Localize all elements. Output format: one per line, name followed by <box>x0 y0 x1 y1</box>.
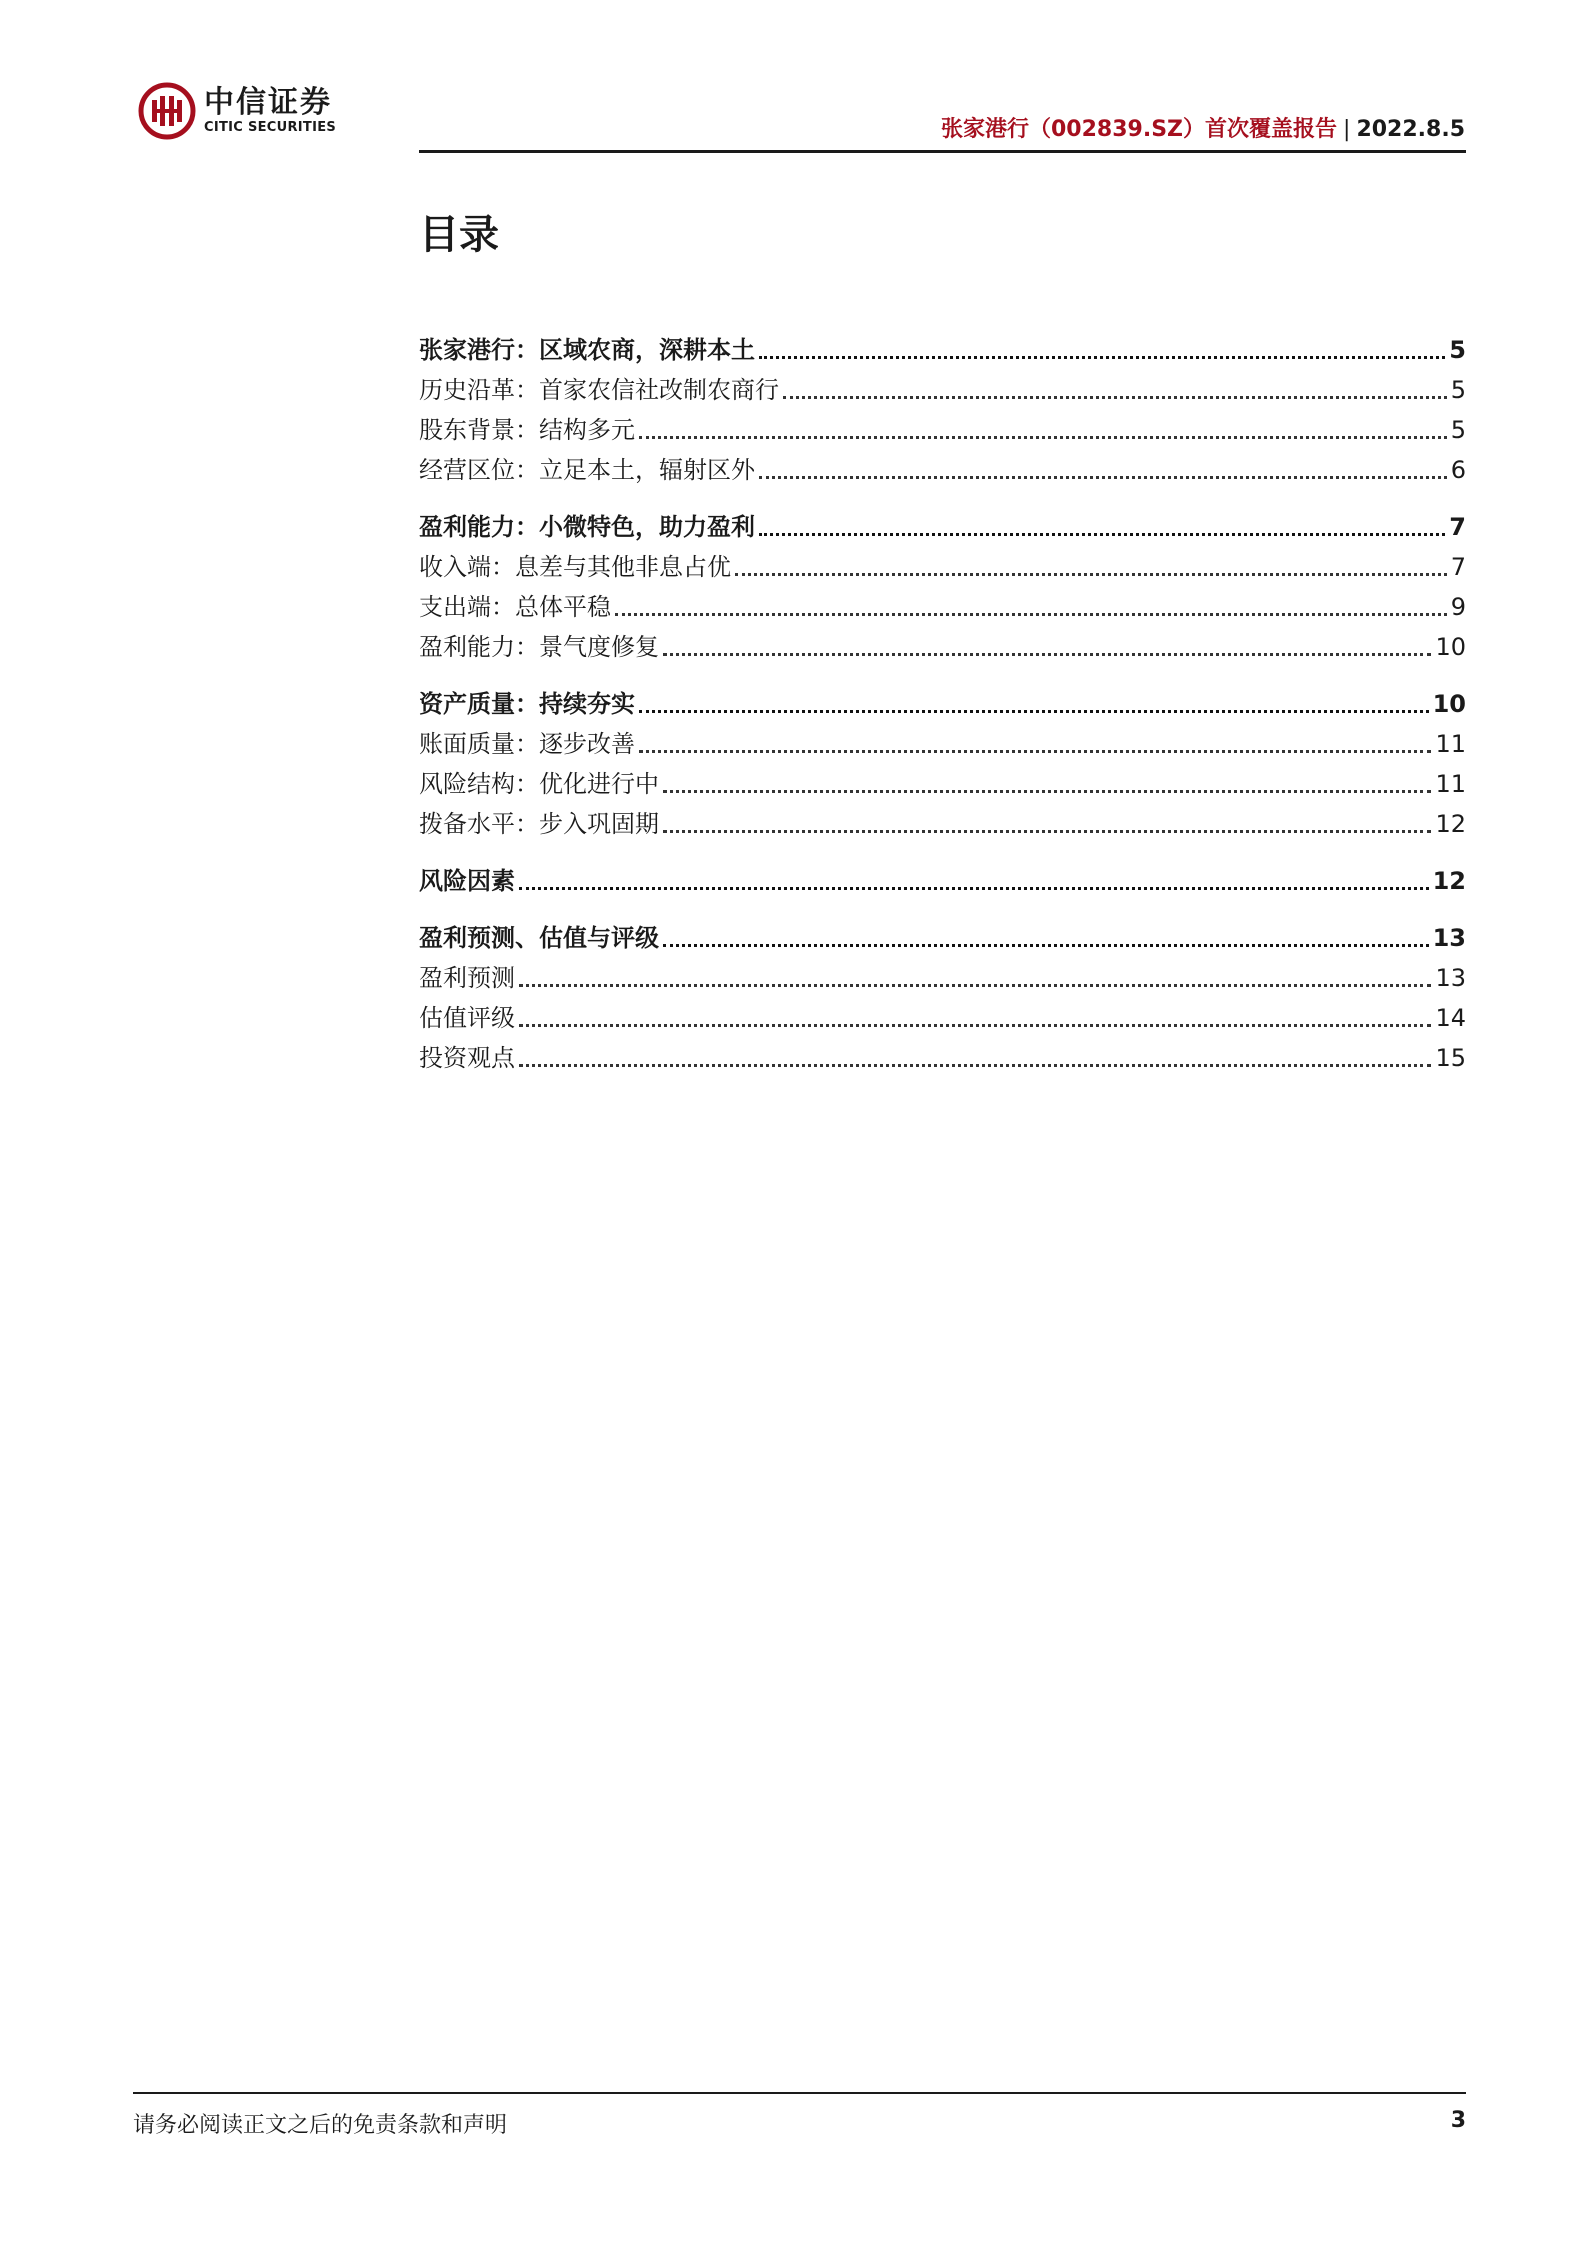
toc-entry[interactable] <box>419 861 1466 901</box>
toc-leader-dots <box>663 830 1431 833</box>
toc-leader-dots <box>615 613 1447 616</box>
toc-entry-page: 5 <box>1450 376 1466 404</box>
toc-entry[interactable] <box>419 724 1466 764</box>
toc-entry-page: 15 <box>1435 1044 1466 1072</box>
toc-entry-label: 投资观点 <box>419 1044 515 1072</box>
toc-entry[interactable] <box>419 998 1466 1038</box>
toc-entry-label: 风险结构：优化进行中 <box>419 770 659 798</box>
toc-entry[interactable] <box>419 547 1466 587</box>
table-of-contents <box>419 330 1466 1078</box>
toc-entry-page: 9 <box>1450 593 1466 621</box>
toc-leader-dots <box>735 573 1447 576</box>
page-number: 3 <box>1450 2108 1466 2133</box>
toc-entry-label: 盈利能力：景气度修复 <box>419 633 659 661</box>
toc-entry-page: 12 <box>1432 867 1466 895</box>
toc-leader-dots <box>639 750 1431 753</box>
logo-name-en: CITIC SECURITIES <box>204 120 337 135</box>
toc-title: 目录 <box>419 212 499 258</box>
toc-entry-page: 7 <box>1450 553 1466 581</box>
toc-entry[interactable] <box>419 330 1466 370</box>
toc-entry-label: 经营区位：立足本土，辐射区外 <box>419 456 755 484</box>
logo-text <box>204 86 336 136</box>
toc-entry-page: 10 <box>1432 690 1466 718</box>
toc-entry[interactable] <box>419 1038 1466 1078</box>
report-header <box>941 112 1465 143</box>
toc-entry-label: 拨备水平：步入巩固期 <box>419 810 659 838</box>
toc-leader-dots <box>639 710 1429 713</box>
toc-entry[interactable] <box>419 410 1466 450</box>
footer-rule <box>133 2092 1466 2094</box>
toc-leader-dots <box>759 476 1447 479</box>
toc-entry[interactable] <box>419 804 1466 844</box>
toc-entry-page: 6 <box>1450 456 1466 484</box>
toc-entry[interactable] <box>419 918 1466 958</box>
logo-name-cn: 中信证券 <box>204 85 332 120</box>
toc-entry[interactable] <box>419 450 1466 490</box>
toc-entry[interactable] <box>419 507 1466 547</box>
toc-entry-label: 估值评级 <box>419 1004 515 1032</box>
toc-entry-page: 7 <box>1449 513 1466 541</box>
toc-entry-label: 账面质量：逐步改善 <box>419 730 635 758</box>
toc-entry-page: 5 <box>1450 416 1466 444</box>
citic-logo <box>138 82 336 140</box>
toc-entry-label: 张家港行：区域农商，深耕本土 <box>419 336 755 364</box>
toc-entry[interactable] <box>419 370 1466 410</box>
toc-entry-page: 12 <box>1435 810 1466 838</box>
toc-entry[interactable] <box>419 627 1466 667</box>
toc-leader-dots <box>519 1064 1431 1067</box>
toc-leader-dots <box>519 1024 1431 1027</box>
toc-leader-dots <box>663 944 1429 947</box>
citic-logo-icon <box>138 82 196 140</box>
toc-entry[interactable] <box>419 587 1466 627</box>
toc-entry-page: 5 <box>1449 336 1466 364</box>
toc-entry-page: 11 <box>1435 730 1466 758</box>
toc-entry-page: 13 <box>1432 924 1466 952</box>
toc-entry-page: 10 <box>1435 633 1466 661</box>
report-date: 2022.8.5 <box>1356 117 1465 142</box>
toc-leader-dots <box>519 887 1429 890</box>
toc-entry[interactable] <box>419 764 1466 804</box>
toc-leader-dots <box>639 436 1447 439</box>
toc-entry-label: 支出端：总体平稳 <box>419 593 611 621</box>
toc-entry-label: 资产质量：持续夯实 <box>419 690 635 718</box>
toc-entry-page: 11 <box>1435 770 1466 798</box>
toc-entry-label: 盈利预测、估值与评级 <box>419 924 659 952</box>
toc-leader-dots <box>759 533 1445 536</box>
toc-leader-dots <box>663 653 1431 656</box>
footer-disclaimer: 请务必阅读正文之后的免责条款和声明 <box>133 2113 508 2138</box>
toc-entry[interactable] <box>419 684 1466 724</box>
header-separator: | <box>1343 117 1351 142</box>
toc-entry-page: 14 <box>1435 1004 1466 1032</box>
toc-entry[interactable] <box>419 958 1466 998</box>
toc-entry-label: 盈利预测 <box>419 964 515 992</box>
toc-entry-page: 13 <box>1435 964 1466 992</box>
toc-entry-label: 收入端：息差与其他非息占优 <box>419 553 731 581</box>
report-title: 张家港行（002839.SZ）首次覆盖报告 <box>941 117 1338 142</box>
toc-entry-label: 历史沿革：首家农信社改制农商行 <box>419 376 779 404</box>
header-rule <box>419 150 1466 153</box>
toc-entry-label: 风险因素 <box>419 867 515 895</box>
toc-leader-dots <box>663 790 1431 793</box>
toc-entry-label: 股东背景：结构多元 <box>419 416 635 444</box>
toc-entry-label: 盈利能力：小微特色，助力盈利 <box>419 513 755 541</box>
toc-leader-dots <box>783 396 1447 399</box>
toc-leader-dots <box>759 356 1445 359</box>
toc-leader-dots <box>519 984 1431 987</box>
